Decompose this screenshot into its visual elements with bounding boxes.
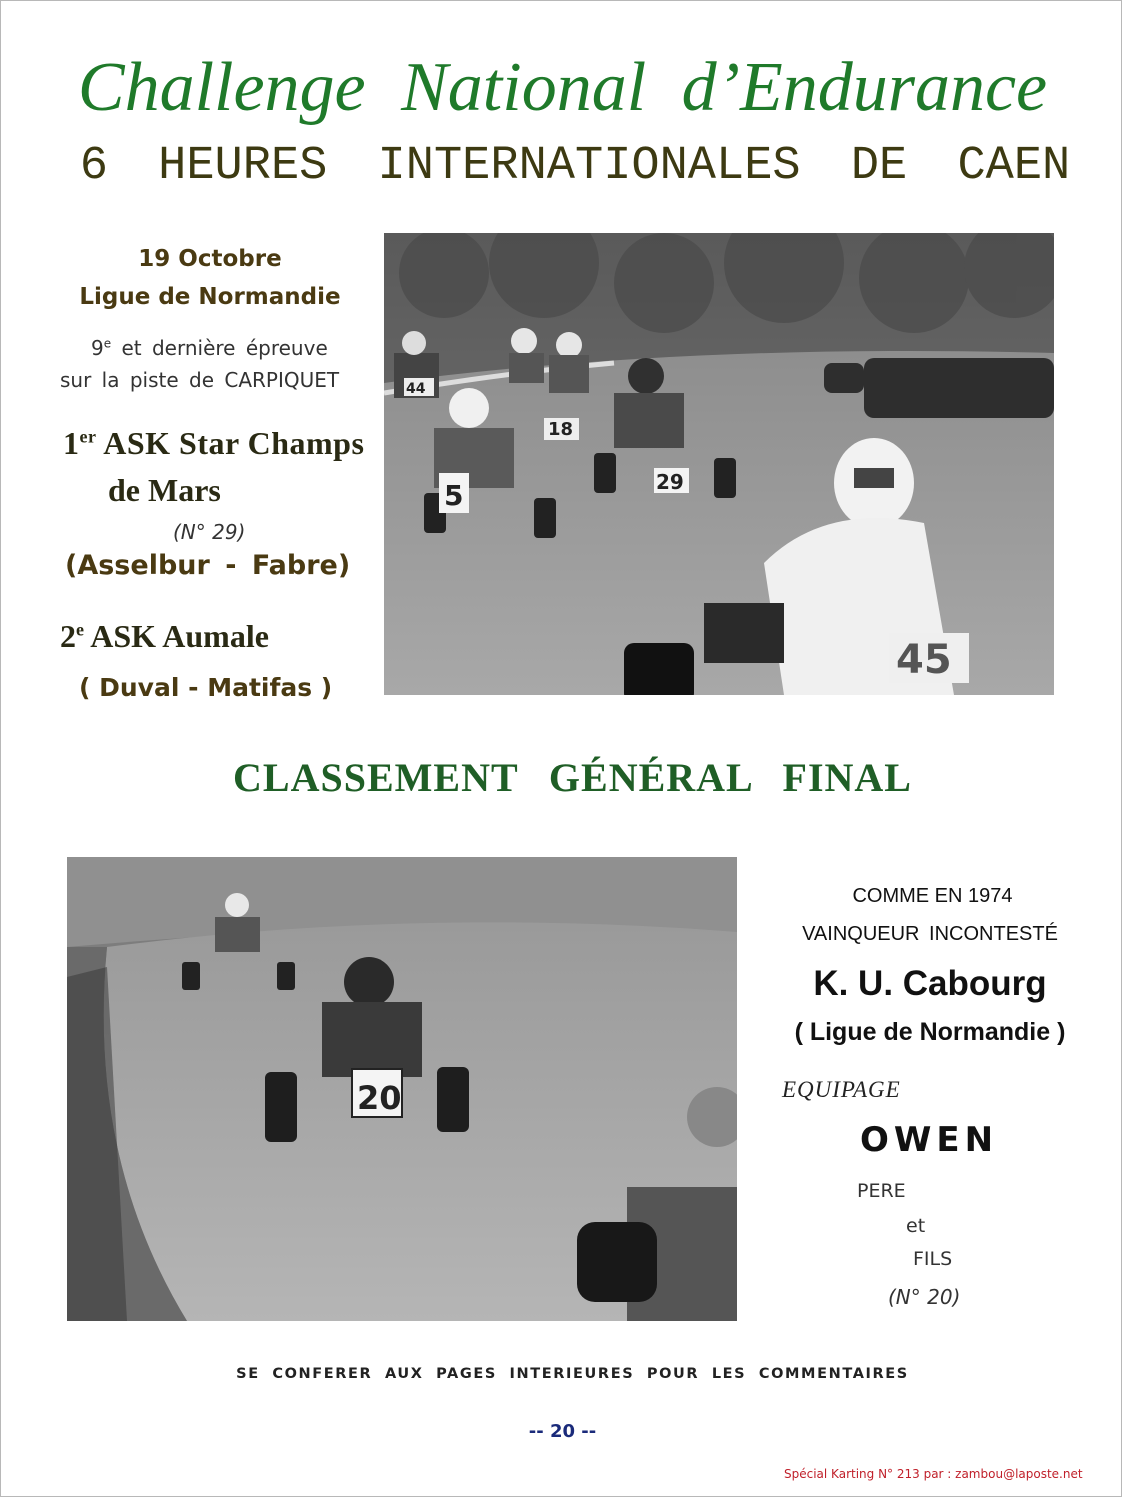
winner-league: ( Ligue de Normandie ) bbox=[794, 1018, 1066, 1046]
first-place-team: (Asselbur - Fabre) bbox=[65, 550, 351, 581]
winner-number: (N° 20) bbox=[888, 1285, 961, 1309]
event-date: 19 Octobre bbox=[138, 246, 282, 272]
crew-member-2: FILS bbox=[913, 1248, 953, 1270]
page-number: -- 20 -- bbox=[528, 1421, 597, 1442]
race-photo-top bbox=[384, 233, 1054, 695]
kart-number-45: 45 bbox=[896, 637, 952, 683]
winner-line1: COMME EN 1974 bbox=[852, 885, 1013, 907]
credit-line: Spécial Karting N° 213 par : zambou@laposte.net bbox=[784, 1467, 1083, 1481]
winner-line2: VAINQUEUR INCONTESTÉ bbox=[802, 923, 1058, 945]
kart-number-44: 44 bbox=[406, 381, 426, 397]
crew-member-1: PERE bbox=[857, 1180, 906, 1202]
footer-note: SE CONFERER AUX PAGES INTERIEURES POUR LES COMMENTAIRES bbox=[236, 1366, 909, 1382]
event-league: Ligue de Normandie bbox=[79, 284, 341, 310]
crew-and: et bbox=[906, 1215, 926, 1237]
kart-number-5: 5 bbox=[444, 479, 464, 512]
race-photo-bottom bbox=[67, 857, 737, 1321]
page-title: Challenge National d’Endurance bbox=[77, 49, 1048, 126]
first-place-club-line2: de Mars bbox=[108, 472, 221, 508]
crew-label: EQUIPAGE bbox=[782, 1077, 901, 1102]
kart-number-18: 18 bbox=[548, 419, 574, 440]
winner-club: K. U. Cabourg bbox=[813, 964, 1047, 1003]
crew-name: OWEN bbox=[860, 1120, 999, 1160]
kart-number-20: 20 bbox=[357, 1079, 402, 1117]
first-place: 1er ASK Star Champs bbox=[63, 425, 365, 461]
page-subtitle: 6 HEURES INTERNATIONALES DE CAEN bbox=[79, 140, 1071, 193]
second-place-team: ( Duval - Matifas ) bbox=[79, 673, 333, 702]
winner-info bbox=[760, 880, 1100, 1320]
first-place-number: (N° 29) bbox=[173, 520, 246, 544]
section-heading: CLASSEMENT GÉNÉRAL FINAL bbox=[233, 755, 912, 800]
kart-number-29: 29 bbox=[656, 470, 684, 494]
event-round: 9e et dernière épreuve bbox=[91, 336, 328, 360]
second-place: 2e ASK Aumale bbox=[60, 618, 269, 654]
event-venue: sur la piste de CARPIQUET bbox=[60, 368, 340, 392]
